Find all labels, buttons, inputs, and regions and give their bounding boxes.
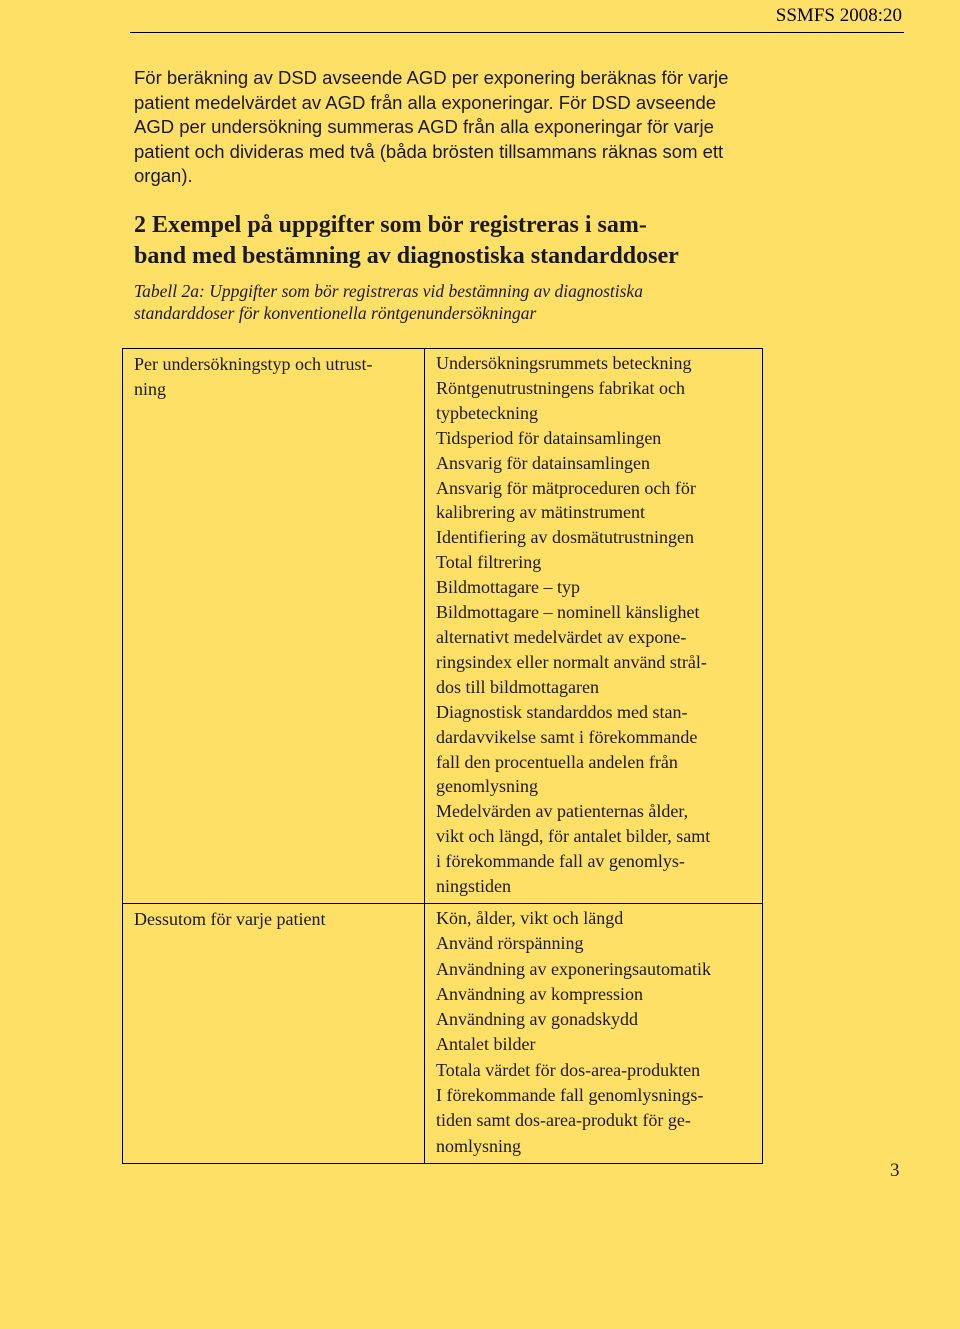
intro-line: För beräkning av DSD avseende AGD per exponering beräknas för varje <box>134 67 729 88</box>
item-line: Bildmottagare – nominell känslighet <box>436 602 700 623</box>
item-line: Total filtrering <box>436 552 542 573</box>
intro-paragraph <box>134 66 764 189</box>
item-line: Totala värdet för dos-area-produkten <box>436 1059 701 1080</box>
caption-line: Tabell 2a: Uppgifter som bör registreras vid bestämning av diagnostiska <box>134 281 643 301</box>
item-line: tiden samt dos-area-produkt för ge- <box>436 1110 691 1131</box>
row-label-line: Per undersökningstyp och utrust- <box>134 354 373 374</box>
item-line: Ansvarig för datainsamlingen <box>436 452 650 473</box>
item-line: Användning av exponeringsautomatik <box>436 958 711 979</box>
row-label-line: ning <box>134 379 167 399</box>
item-line: Kön, ålder, vikt och längd <box>436 907 624 928</box>
item-line: I förekommande fall genomlysnings- <box>436 1085 704 1106</box>
item-line: Diagnostisk standarddos med stan- <box>436 701 688 722</box>
row-items-cell <box>425 903 763 1163</box>
caption-line: standarddoser för konventionella röntgenundersökningar <box>134 303 537 323</box>
item-line: Identifiering av dosmätutrustningen <box>436 527 694 548</box>
table-row <box>123 903 763 1163</box>
item-line: dos till bildmottagaren <box>436 676 599 697</box>
row-label-cell <box>123 903 425 1163</box>
row-label-cell <box>123 349 425 904</box>
item-line: nomlysning <box>436 1135 522 1156</box>
table-row <box>123 349 763 904</box>
item-line: Undersökningsrummets beteckning <box>436 353 692 373</box>
item-line: Bildmottagare – typ <box>436 577 580 598</box>
item-line: alternativt medelvärdet av expone- <box>436 626 687 647</box>
item-line: Användning av gonadskydd <box>436 1009 638 1030</box>
section-heading <box>134 210 774 272</box>
item-line: Tidsperiod för datainsamlingen <box>436 427 662 448</box>
item-line: kalibrering av mätinstrument <box>436 502 645 523</box>
heading-line: band med bestämning av diagnostiska standarddoser <box>134 243 679 269</box>
document-code: SSMFS 2008:20 <box>775 5 902 26</box>
item-line: ringsindex eller normalt använd strål- <box>436 651 707 672</box>
item-line: Använd rörspänning <box>436 933 584 954</box>
item-line: Ansvarig för mätproceduren och för <box>436 477 696 498</box>
item-line: ningstiden <box>436 876 511 897</box>
page-number: 3 <box>890 1160 900 1181</box>
table-caption <box>134 280 774 324</box>
header-rule <box>130 32 904 33</box>
item-line: vikt och längd, för antalet bilder, samt <box>436 826 711 847</box>
row-label-line: Dessutom för varje patient <box>134 908 326 929</box>
item-line: Medelvärden av patienternas ålder, <box>436 801 689 822</box>
row-items-cell <box>425 349 763 904</box>
item-line: dardavvikelse samt i förekommande <box>436 726 698 747</box>
item-line: Antalet bilder <box>436 1034 536 1055</box>
item-line: Röntgenutrustningens fabrikat och <box>436 377 685 398</box>
item-line: fall den procentuella andelen från <box>436 751 678 772</box>
intro-line: patient medelvärdet av AGD från alla exponeringar. För DSD avseende <box>134 91 717 113</box>
item-line: typbeteckning <box>436 402 538 423</box>
intro-line: patient och divideras med två (båda brösten tillsammans räknas som ett <box>134 140 724 162</box>
item-line: i förekommande fall av genomlys- <box>436 851 685 872</box>
intro-line: AGD per undersökning summeras AGD från alla exponeringar för varje <box>134 116 714 137</box>
registration-table <box>122 348 763 1164</box>
item-line: Användning av kompression <box>436 983 643 1004</box>
intro-line: organ). <box>134 165 193 186</box>
heading-line: 2 Exempel på uppgifter som bör registreras i sam- <box>134 212 647 238</box>
item-line: genomlysning <box>436 776 538 797</box>
